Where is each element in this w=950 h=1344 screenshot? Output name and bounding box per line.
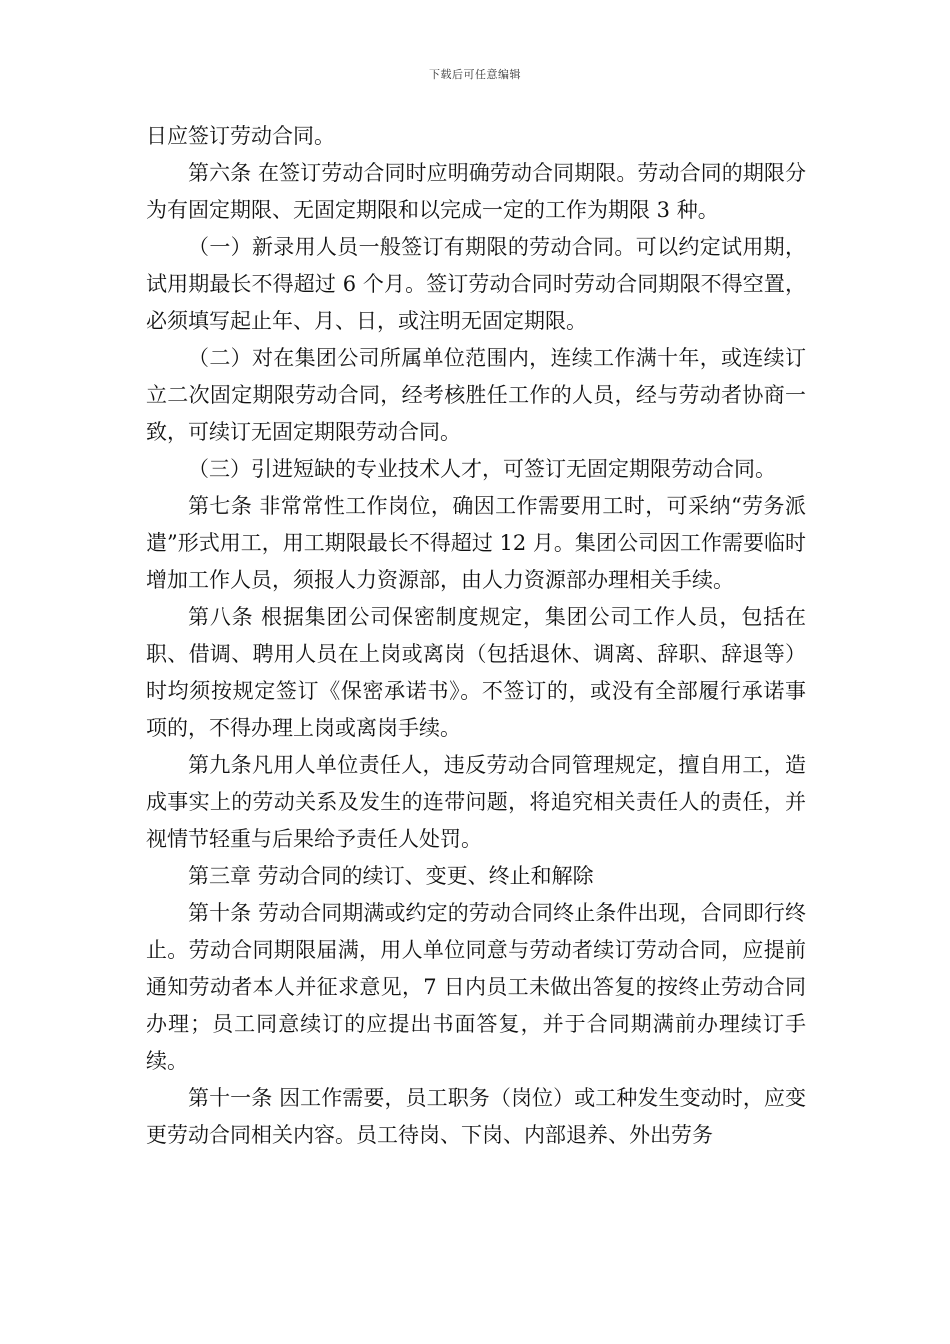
paragraph-clause-2: （二）对在集团公司所属单位范围内，连续工作满十年，或连续订立二次固定期限劳动合同，经考核胜任工作的人员，经与劳动者协商一致，可续订无固定期限劳动合同。	[146, 346, 806, 444]
page-header: 下载后可任意编辑	[429, 68, 521, 81]
paragraph-clause-1: （一）新录用人员一般签订有期限的劳动合同。可以约定试用期，试用期最长不得超过 6 个月。签订劳动合同时劳动合同期限不得空置，必须填写起止年、月、日，或注明无固定期限。	[146, 235, 806, 333]
paragraph-article-7: 第七条 非常常性工作岗位，确因工作需要用工时，可采纳“劳务派遣”形式用工，用工期限最长不得超过 12 月。集团公司因工作需要临时增加工作人员，须报人力资源部，由人力资源部办理相关手续。	[146, 494, 806, 592]
document-body	[146, 118, 806, 1154]
paragraph-article-6: 第六条 在签订劳动合同时应明确劳动合同期限。劳动合同的期限分为有固定期限、无固定期限和以完成一定的工作为期限 3 种。	[146, 161, 806, 222]
chapter-heading-3: 第三章 劳动合同的续订、变更、终止和解除	[188, 864, 594, 888]
paragraph-article-11: 第十一条 因工作需要，员工职务（岗位）或工种发生变动时，应变更劳动合同相关内容。员工待岗、下岗、内部退养、外出劳务	[146, 1086, 806, 1147]
paragraph-continuation: 日应签订劳动合同。	[146, 124, 335, 148]
paragraph-article-10: 第十条 劳动合同期满或约定的劳动合同终止条件出现，合同即行终止。劳动合同期限届满，用人单位同意与劳动者续订劳动合同，应提前通知劳动者本人并征求意见，7 日内员工未做出答复的按终止劳动合同办理；员工同意续订的应提出书面答复，并于合同期满前办理续订手续。	[146, 901, 806, 1073]
paragraph-clause-3: （三）引进短缺的专业技术人才，可签订无固定期限劳动合同。	[188, 457, 776, 481]
paragraph-article-9: 第九条凡用人单位责任人，违反劳动合同管理规定，擅自用工，造成事实上的劳动关系及发生的连带问题，将追究相关责任人的责任，并视情节轻重与后果给予责任人处罚。	[146, 753, 806, 851]
paragraph-article-8: 第八条 根据集团公司保密制度规定，集团公司工作人员，包括在职、借调、聘用人员在上岗或离岗（包括退休、调离、辞职、辞退等）时均须按规定签订《保密承诺书》。不签订的，或没有全部履行承诺事项的，不得办理上岗或离岗手续。	[146, 605, 806, 740]
